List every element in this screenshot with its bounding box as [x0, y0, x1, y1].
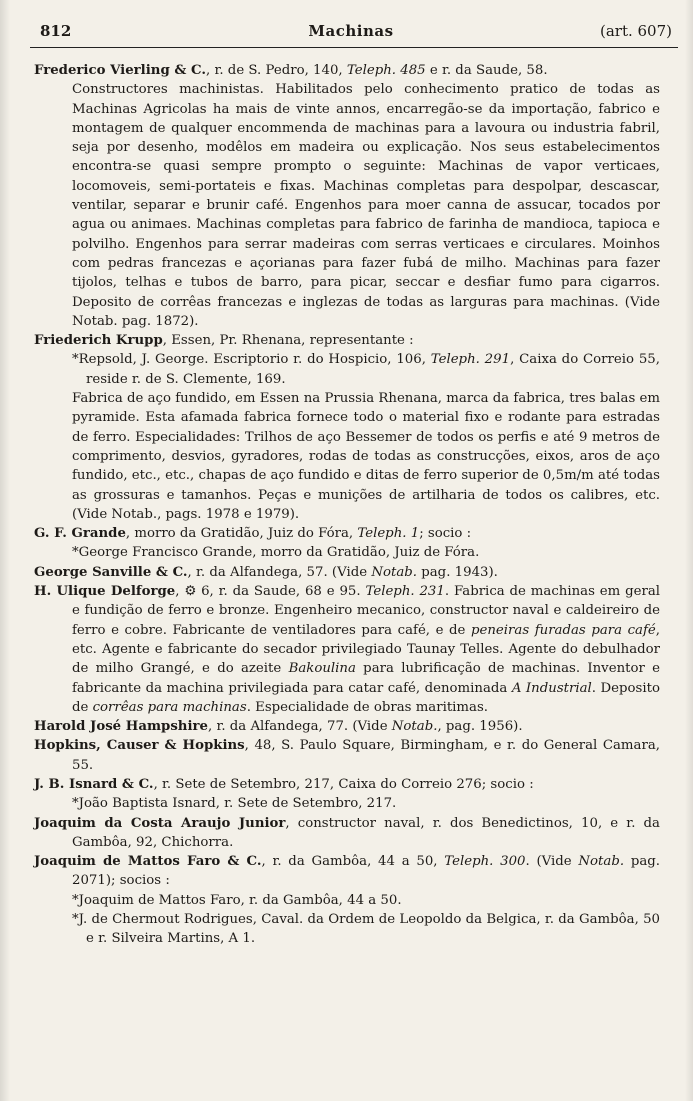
entry-product: Bakoulina	[288, 661, 356, 677]
page-edge-shadow-left	[0, 0, 10, 1101]
entry-address: , r. de S. Pedro, 140,	[206, 63, 343, 78]
entry-partner: *João Baptista Isnard, r. Sete de Setembro, 217.	[72, 796, 397, 812]
representative-address-extra: , Caixa do Correio 55, reside r. de S. Clemente, 169.	[86, 352, 660, 387]
entry-notab: Notab.	[578, 854, 625, 870]
entry-product: A Industrial	[511, 680, 592, 696]
entry-notab: Notab.	[371, 564, 418, 580]
entry-phone: Teleph. 300	[444, 854, 526, 870]
entry-faro	[34, 852, 660, 891]
entry-name: George Sanville & C.	[34, 564, 188, 580]
entry-grande	[34, 524, 660, 543]
entry-notab: Notab.	[391, 719, 438, 735]
representative-name: Repsold, J. George.	[78, 352, 209, 368]
entry-representative	[34, 350, 660, 389]
representative-marker: *	[72, 352, 79, 368]
entry-address-extra: pag. 1943).	[417, 564, 498, 580]
entry-hopkins	[34, 736, 660, 775]
entry-name: H. Ulique Delforge	[34, 584, 176, 600]
entry-address-extra: . (Vide	[525, 854, 579, 870]
page-number: 812	[40, 22, 72, 40]
page-edge-shadow-right	[685, 0, 693, 1101]
entry-description: para lubrificação de machinas. Inventor e fabricante da machina privilegiada para catar café, denominada	[72, 661, 660, 696]
entry-address: , morro da Gratidão, Juiz do Fóra,	[125, 526, 358, 542]
entry-address: , constructor naval, r. dos Benedictinos, 10, e r. da Gambôa, 92, Chichorra.	[72, 815, 660, 850]
entry-description: Constructores machinistas. Habilitados pelo conhecimento pratico de todas as Machinas Agricolas ha mais de vinte annos, encarregão-se da importação, fabrico e montagem de qualquer encommenda de machinas para a lavoura ou industria fabril, seja por desenho, modêlos em madeira ou explicação. Nos seus estabelecimentos encontra-se quasi sempre prompto o seguinte: Machinas de vapor verticaes, locomoveis, semi-portateis e fixas. Machinas completas para despolpar, descascar, ventilar, separar e brunir café. Engenhos para moer canna de assucar, tocados por agua ou animaes. Machinas completas para fabrico de farinha de mandioca, tapioca e polvilho. Engenhos para serrar madeiras com serras verticaes e circulares. Moinhos com pedras francezas e açorianas para fazer fubá de milho. Machinas para fazer tijolos, telhas e tubos de barro, para picar, seccar e desfiar fumo para cigarros. Deposito de corrêas francezas e inglezas de todas as larguras para machinas. (Vide Notab. pag. 1872).	[72, 82, 660, 329]
entry-hampshire	[34, 717, 660, 736]
entry-name: Joaquim da Costa Araujo Junior	[34, 815, 286, 831]
entry-address-extra: pag. 2071); socios :	[72, 854, 660, 889]
entry-address-extra: , pag. 1956).	[437, 719, 523, 735]
directory-listing	[34, 61, 660, 949]
entry-description: Fabrica de aço fundido, em Essen na Prussia Rhenana, marca da fabrica, tres balas em pyramide. Esta afamada fabrica fornece todo o material fixo e rodante para estradas de ferro. Especialidades: Trilhos de aço Bessemer de todos os perfis e até 9 metros de comprimento, desvios, gyradores, rodas de todas as construcções, eixos, aros de aço fundido, etc., etc., chapas de aço fundido e ditas de ferro superior de 0,5m/m até todas as grossuras e tamanhos. Peças e munições de artilharia de todos os calibres, etc. (Vide Notab., pags. 1978 e 1979).	[72, 391, 660, 522]
entry-delforge	[34, 582, 660, 717]
entry-address: , r. da Gambôa, 44 a 50,	[261, 854, 445, 870]
page-header	[30, 18, 672, 46]
entry-address: , r. Sete de Setembro, 217, Caixa do Correio 276; socio :	[153, 776, 534, 792]
entry-description: . Especialidade de obras maritimas.	[246, 699, 489, 715]
entry-description: . Fabrica de machinas em geral e fundição de ferro e bronze. Engenheiro mecanico, constructor naval e caldeireiro de ferro e cobre. Fabricante de ventiladores para café, e de	[72, 584, 660, 638]
entry-name: Frederico Vierling & C.	[34, 63, 206, 78]
entry-address: , ⚙ 6, r. da Saude, 68 e 95.	[175, 584, 366, 600]
entry-description: . Deposito de	[72, 680, 660, 715]
entry-vierling	[34, 61, 660, 80]
entry-description: , etc. Agente e fabricante do secador privilegiado Taunay Telles. Agente do debulhador de milho Grangé, e do azeite	[72, 622, 660, 677]
running-title: Machinas	[308, 22, 394, 40]
article-reference: (art. 607)	[599, 22, 672, 40]
entry-krupp	[34, 331, 660, 350]
entry-phone: Teleph. 231	[365, 584, 445, 600]
entry-product: peneiras furadas para café	[470, 622, 656, 638]
entry-name: Hopkins, Causer & Hopkins	[34, 738, 245, 754]
entry-address-extra: ; socio :	[419, 526, 472, 542]
representative-phone: Teleph. 291	[430, 352, 511, 368]
entry-partner: *George Francisco Grande, morro da Gratidão, Juiz de Fóra.	[72, 545, 480, 561]
entry-isnard	[34, 775, 660, 794]
entry-phone: Teleph. 485	[346, 63, 426, 78]
entry-araujo	[34, 814, 660, 853]
entry-phone: Teleph. 1	[357, 526, 420, 542]
entry-address-extra: e r. da Saude, 58.	[425, 63, 548, 78]
entry-address: , Essen, Pr. Rhenana, representante :	[162, 333, 414, 349]
entry-sanville	[34, 563, 660, 582]
entry-product: corrêas para machinas	[92, 699, 247, 715]
entry-address: , r. da Alfandega, 77. (Vide	[207, 719, 392, 735]
entry-name: Friederich Krupp	[34, 333, 163, 349]
entry-name: G. F. Grande	[34, 526, 126, 542]
representative-address: Escriptorio r. do Hospicio, 106,	[208, 352, 431, 368]
header-rule	[30, 47, 678, 48]
entry-partner: *Joaquim de Mattos Faro, r. da Gambôa, 44 a 50.	[72, 892, 402, 908]
entry-name: J. B. Isnard & C.	[34, 776, 154, 792]
entry-partner: *J. de Chermout Rodrigues, Caval. da Ordem de Leopoldo da Belgica, r. da Gambôa, 50 e r. Silveira Martins, A 1.	[72, 912, 660, 947]
entry-address: , 48, S. Paulo Square, Birmingham, e r. do General Camara, 55.	[72, 738, 660, 773]
entry-name: Joaquim de Mattos Faro & C.	[34, 854, 262, 870]
entry-name: Harold José Hampshire	[34, 719, 208, 735]
entry-address: , r. da Alfandega, 57. (Vide	[187, 564, 372, 580]
